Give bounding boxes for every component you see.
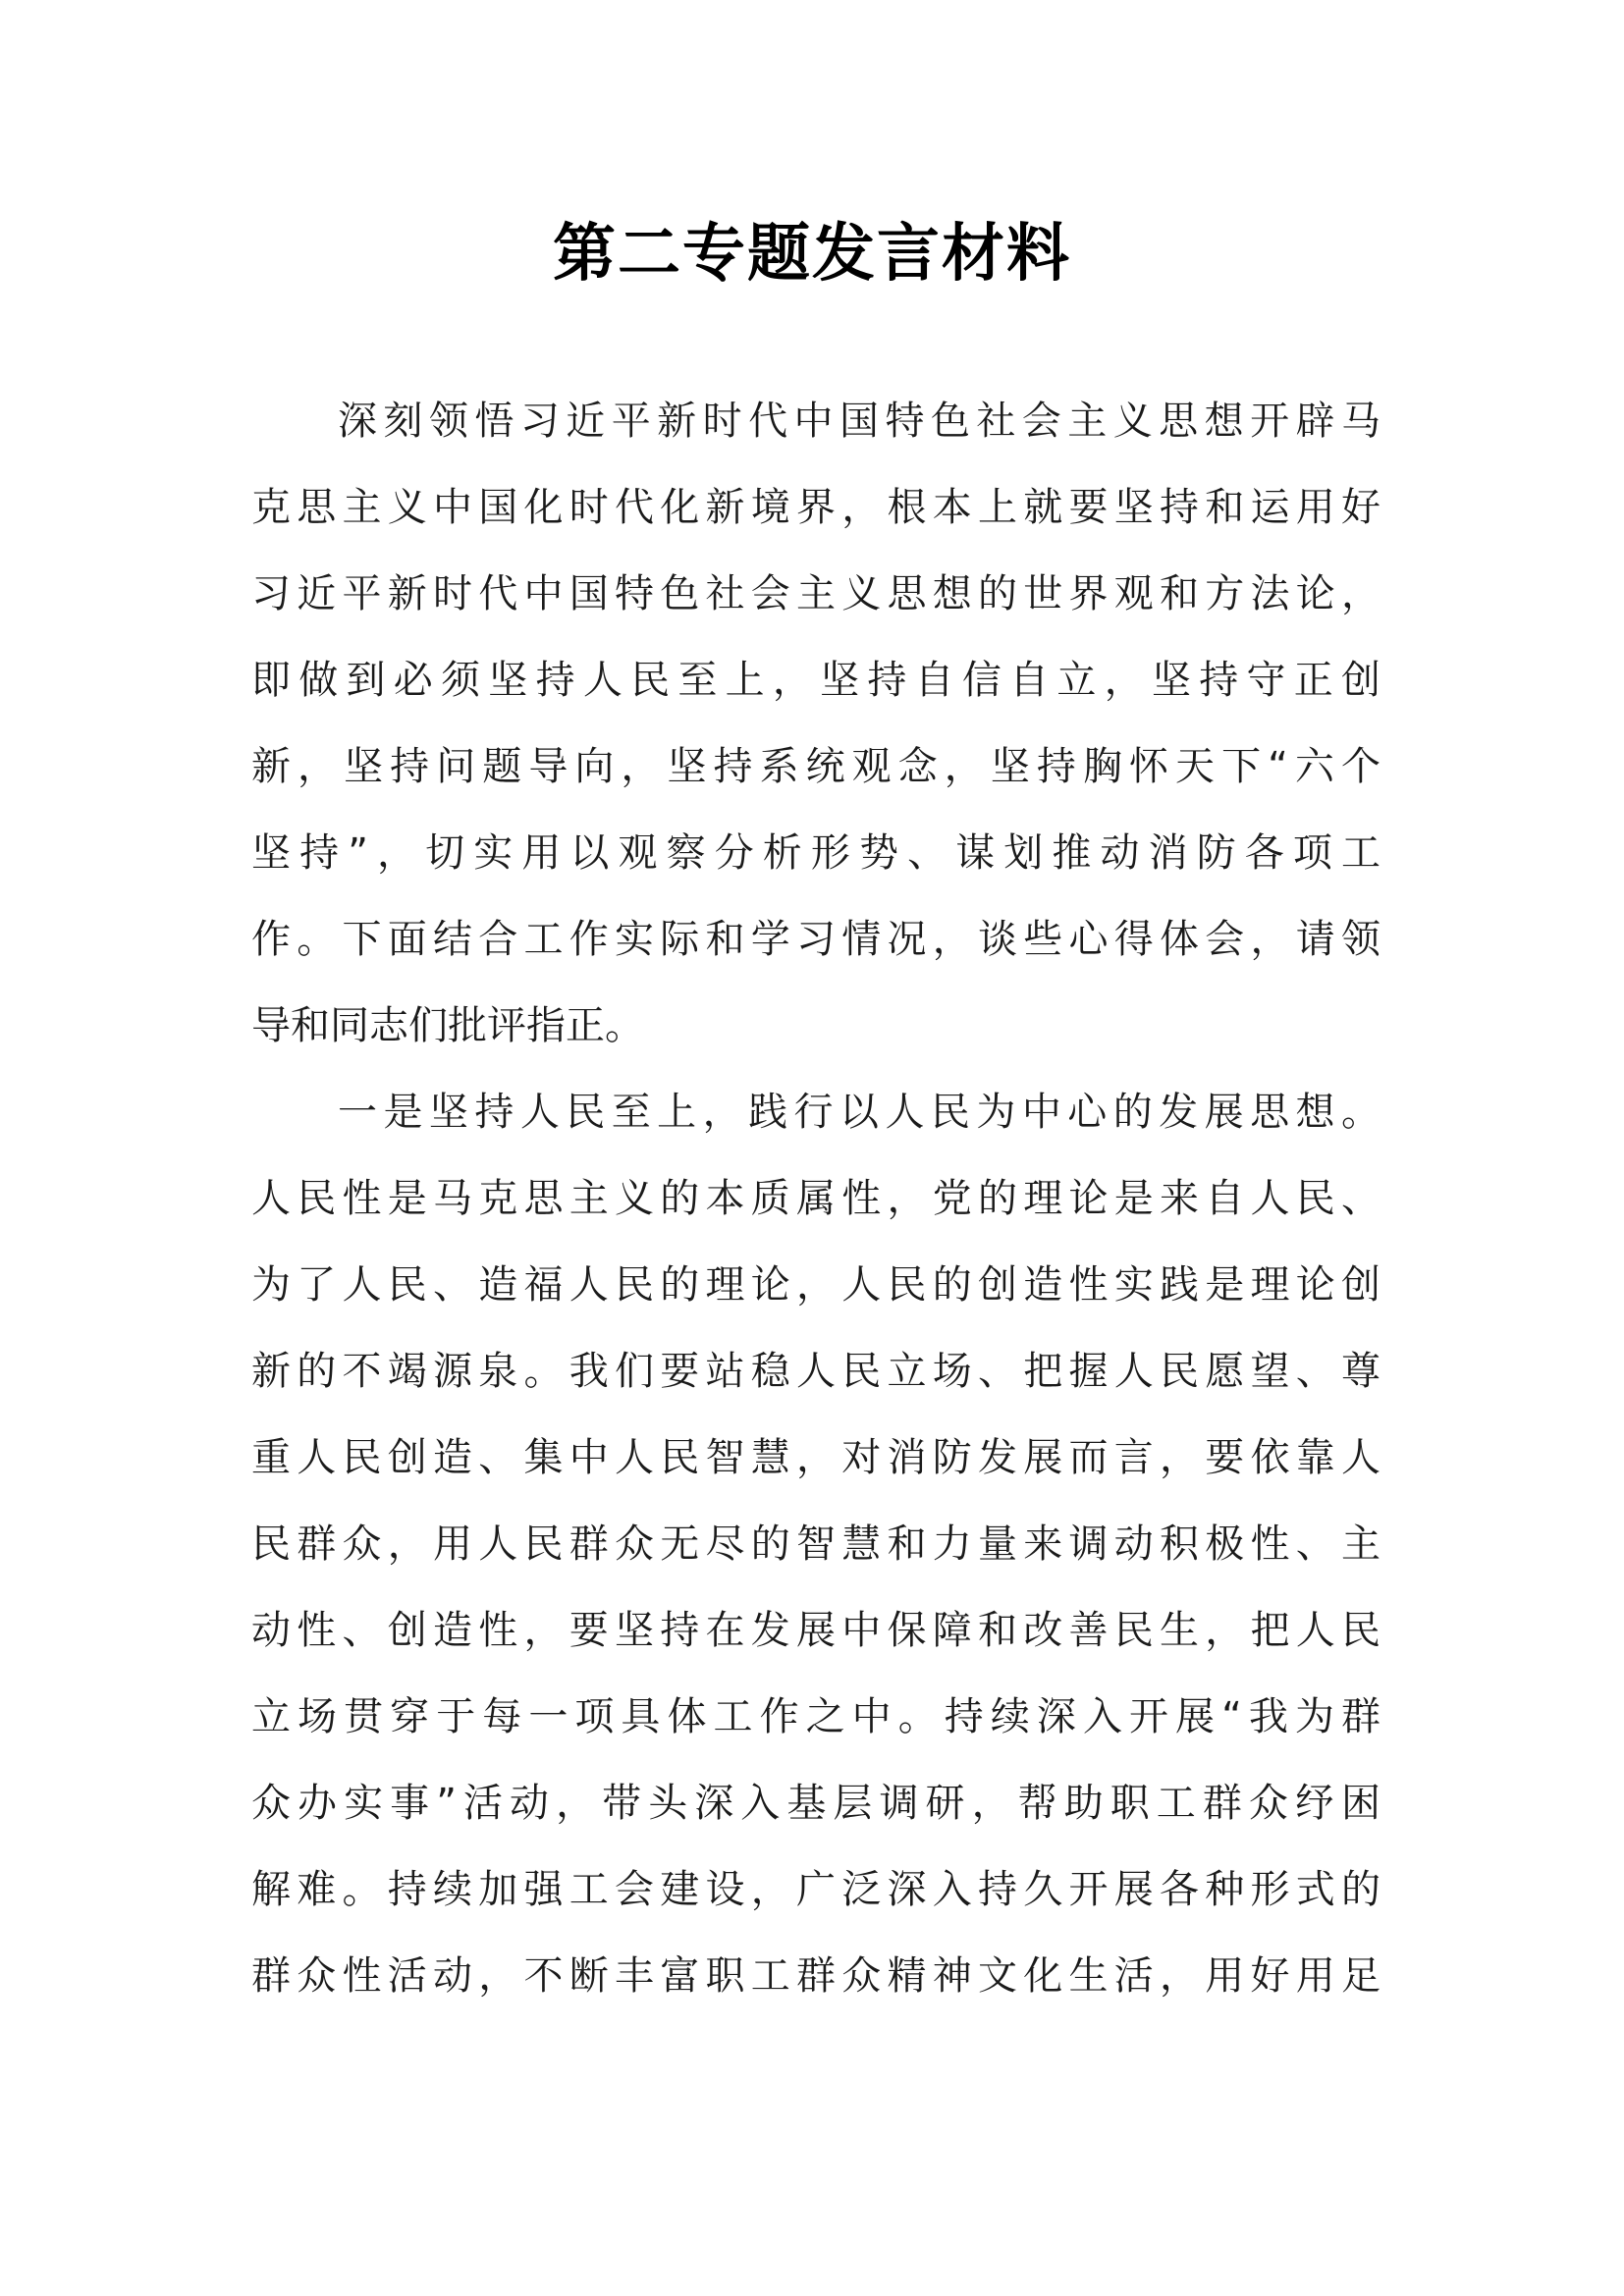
text-line: 习近平新时代中国特色社会主义思想的世界观和方法论， (251, 571, 1380, 616)
text-line: 深刻领悟习近平新时代中国特色社会主义思想开辟马 (338, 399, 1380, 444)
text-line: 导和同志们批评指正。 (251, 1003, 644, 1048)
text-line: 解难。持续加强工会建设，广泛深入持久开展各种形式的 (251, 1867, 1380, 1912)
text-line: 一是坚持人民至上，践行以人民为中心的发展思想。 (338, 1090, 1380, 1135)
text-line: 人民性是马克思主义的本质属性，党的理论是来自人民、 (251, 1176, 1380, 1221)
text-line: 动性、创造性，要坚持在发展中保障和改善民生，把人民 (251, 1608, 1380, 1653)
text-line: 坚持”，切实用以观察分析形势、谋划推动消防各项工 (251, 830, 1380, 876)
text-line: 重人民创造、集中人民智慧，对消防发展而言，要依靠人 (251, 1435, 1380, 1480)
text-line: 为了人民、造福人民的理论，人民的创造性实践是理论创 (251, 1262, 1380, 1308)
text-line: 作。下面结合工作实际和学习情况，谈些心得体会，请领 (251, 917, 1380, 962)
document-body (251, 378, 1380, 2019)
text-line: 克思主义中国化时代化新境界，根本上就要坚持和运用好 (251, 485, 1380, 530)
text-line: 群众性活动，不断丰富职工群众精神文化生活，用好用足 (251, 1953, 1380, 1999)
text-line: 即做到必须坚持人民至上，坚持自信自立，坚持守正创 (251, 658, 1380, 703)
text-line: 众办实事”活动，带头深入基层调研，帮助职工群众纾困 (251, 1781, 1380, 1826)
text-line: 新的不竭源泉。我们要站稳人民立场、把握人民愿望、尊 (251, 1349, 1380, 1394)
paragraph-2 (251, 1069, 1380, 2019)
document-title: 第二专题发言材料 (553, 217, 1071, 291)
text-line: 民群众，用人民群众无尽的智慧和力量来调动积极性、主 (251, 1522, 1380, 1567)
text-line: 新，坚持问题导向，坚持系统观念，坚持胸怀天下“六个 (251, 744, 1380, 789)
text-line: 立场贯穿于每一项具体工作之中。持续深入开展“我为群 (251, 1694, 1380, 1739)
paragraph-1 (251, 378, 1380, 1069)
